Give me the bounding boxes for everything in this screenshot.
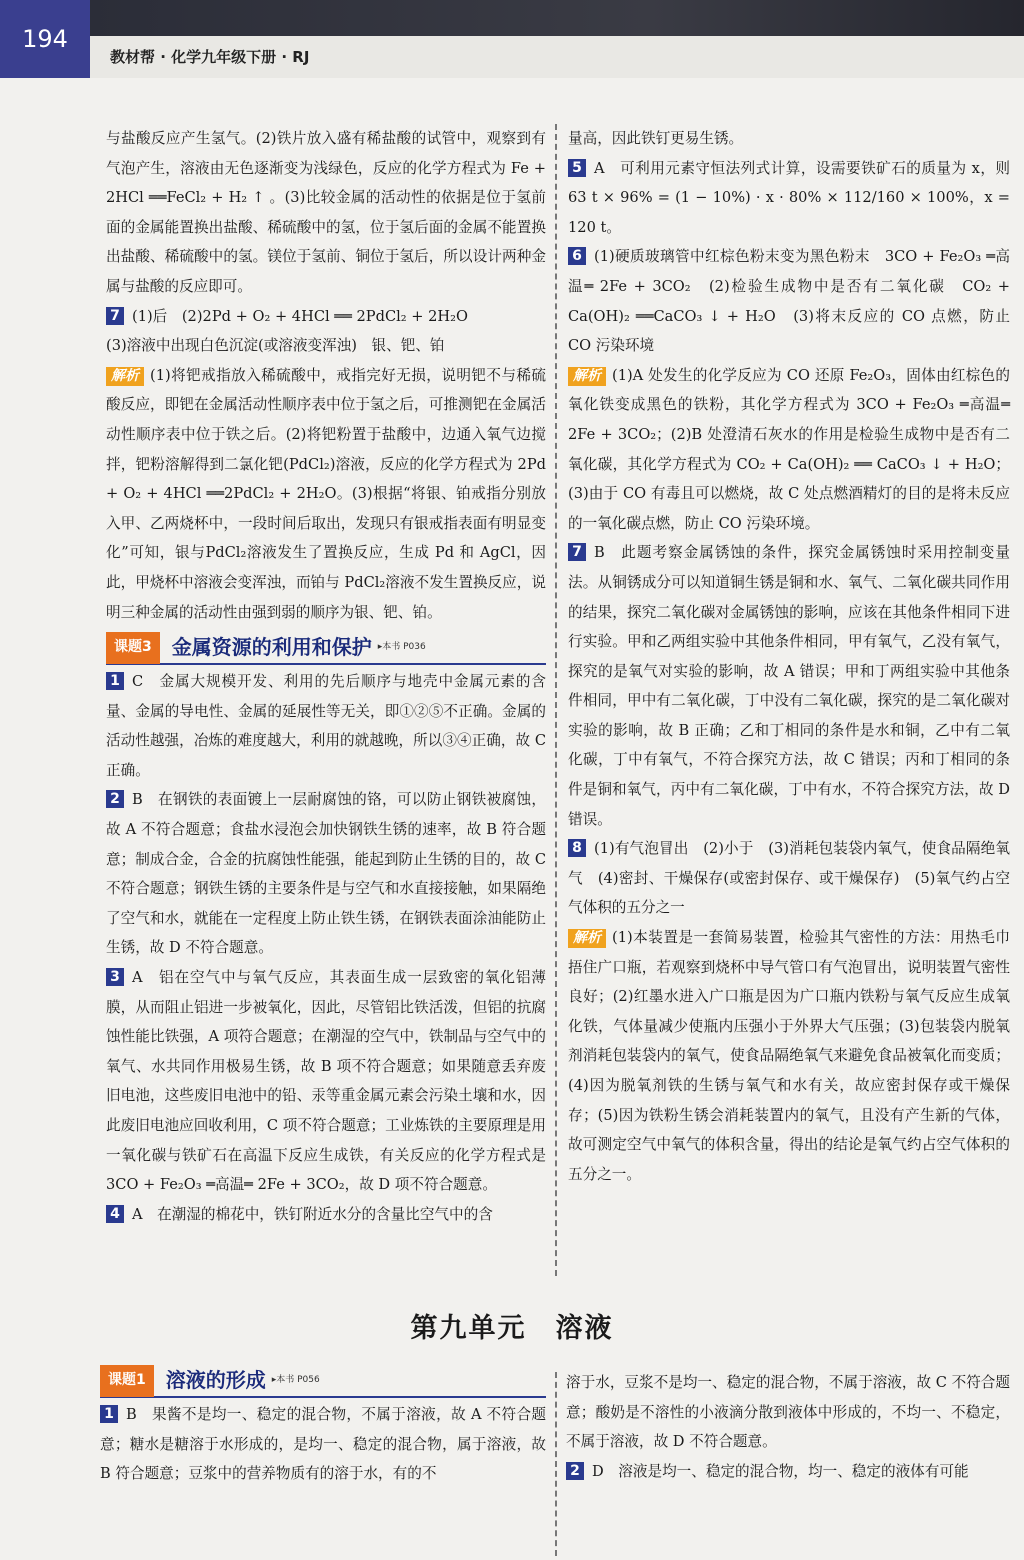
answer-text: A 可利用元素守恒法列式计算，设需要铁矿石的质量为 x，则 63 t × 96% = (1 − 10%) · x · 80% × 112/160 × 100%，x = 120 t。	[568, 159, 1010, 236]
section-ref: ▸本书 P036	[377, 642, 426, 653]
paragraph: 量高，因此铁钉更易生锈。	[568, 130, 744, 147]
answer-1	[106, 667, 546, 785]
answer-8	[568, 834, 1010, 923]
analysis-8	[568, 923, 1010, 1189]
unit-title: 第九单元 溶液	[410, 1313, 614, 1344]
analysis-6	[568, 361, 1010, 539]
question-number: 8	[568, 839, 586, 857]
question-number: 2	[566, 1462, 584, 1480]
analysis-tag: 解析	[568, 367, 606, 386]
question-number: 4	[106, 1205, 124, 1223]
paragraph: 与盐酸反应产生氢气。(2)铁片放入盛有稀盐酸的试管中，观察到有气泡产生，溶液由无色逐渐变为浅绿色，反应的化学方程式为 Fe + 2HCl ══FeCl₂ + H₂ ↑ 。(3)比较金属的活动性的依据是位于氢前面的金属能置换出盐酸、稀硫酸中的氢，位于氢后面的金属不能置换出盐酸、稀硫酸中的氢。镁位于氢前、铜位于氢后，所以设计两种金属与盐酸的反应即可。	[106, 130, 546, 295]
answer-7	[568, 538, 1010, 834]
answer-text: A 铝在空气中与氧气反应，其表面生成一层致密的氧化铝薄膜，从而阻止铝进一步被氧化，因此，尽管铝比铁活泼，但铝的抗腐蚀性能比铁强，A 项符合题意；在潮湿的空气中，铁制品与空气中的氧气、水共同作用极易生锈，故 B 项不符合题意；如果随意丢弃废旧电池，这些废旧电池中的铅、汞等重金属元素会污染土壤和水，因此废旧电池应回收利用，C 项不符合题意；工业炼铁的主要原理是用一氧化碳与铁矿石在高温下反应生成铁，有关反应的化学方程式是 3CO + Fe₂O₃ ═高温═ 2Fe + 3CO₂，故 D 项不符合题意。	[106, 969, 546, 1194]
question-number: 1	[106, 672, 124, 690]
analysis-tag: 解析	[106, 367, 144, 386]
running-title: 教材帮 · 化学九年级下册 · RJ	[110, 48, 310, 66]
answer-text: (1)后 (2)2Pd + O₂ + 4HCl ══ 2PdCl₂ + 2H₂O	[132, 307, 468, 325]
question-number: 7	[106, 307, 124, 325]
section-tag: 课题3	[106, 632, 160, 664]
left-column	[106, 124, 546, 1229]
section-title: 金属资源的利用和保护	[171, 635, 372, 660]
answer-text: (1)有气泡冒出 (2)小于 (3)消耗包装袋内氧气，使食品隔绝氧气 (4)密封、干燥保存(或密封保存、或干燥保存) (5)氧气约占空气体积的五分之一	[568, 840, 1010, 917]
question-number: 3	[106, 968, 124, 986]
analysis-text: (1)A 处发生的化学反应为 CO 还原 Fe₂O₃，固体由红棕色的氧化铁变成黑色的铁粉，其化学方程式为 3CO + Fe₂O₃ ═高温═ 2Fe + 3CO₂；(2)B 处澄清石灰水的作用是检验生成物中是否有二氧化碳，其化学方程式为 CO₂ + Ca(OH)₂ ══ CaCO₃ ↓ + H₂O；(3)由于 CO 有毒且可以燃烧，故 C 处点燃酒精灯的目的是将未反应的一氧化碳点燃，防止 CO 污染环境。	[568, 366, 1010, 532]
answer-2	[566, 1457, 1010, 1487]
section-heading	[106, 633, 546, 665]
question-number: 2	[106, 790, 124, 808]
question-number: 7	[568, 543, 586, 561]
answer-3	[106, 963, 546, 1200]
answer-7-cont: (3)溶液中出现白色沉淀(或溶液变浑浊) 银、钯、铂	[106, 337, 445, 355]
answer-7	[106, 302, 546, 332]
header-band	[90, 0, 1024, 36]
section-title: 溶液的形成	[165, 1368, 266, 1393]
answer-text: B 果酱不是均一、稳定的混合物，不属于溶液，故 A 不符合题意；糖水是糖溶于水形成的，是均一、稳定的混合物，属于溶液，故 B 符合题意；豆浆中的营养物质有的溶于水，有的不	[100, 1406, 546, 1483]
section-tag: 课题1	[100, 1365, 154, 1397]
answer-text: A 在潮湿的棉花中，铁钉附近水分的含量比空气中的含	[132, 1205, 493, 1223]
section-heading	[100, 1366, 546, 1398]
paragraph: 溶于水，豆浆不是均一、稳定的混合物，不属于溶液，故 C 不符合题意；酸奶是不溶性的小液滴分散到液体中形成的，不均一、不稳定，不属于溶液，故 D 不符合题意。	[566, 1374, 1010, 1451]
answer-6	[568, 242, 1010, 360]
answer-text: B 在钢铁的表面镀上一层耐腐蚀的铬，可以防止钢铁被腐蚀，故 A 不符合题意；食盐水浸泡会加快钢铁生锈的速率，故 B 符合题意；制成合金，合金的抗腐蚀性能强，能起到防止生锈的目的，故 C 不符合题意；钢铁生锈的主要条件是与空气和水直接接触，如果隔绝了空气和水，就能在一定程度上防止铁生锈，在钢铁表面涂油能防止生锈，故 D 不符合题意。	[106, 791, 546, 957]
bottom-left-column	[100, 1368, 546, 1489]
answer-text: C 金属大规模开发、利用的先后顺序与地壳中金属元素的含量、金属的导电性、金属的延展性等无关，即①②⑤不正确。金属的活动性越强，冶炼的难度越大，利用的就越晚，所以③④正确，故 C 正确。	[106, 673, 546, 779]
bottom-right-column	[566, 1368, 1010, 1486]
question-number: 1	[100, 1405, 118, 1423]
answer-text: D 溶液是均一、稳定的混合物，均一、稳定的液体有可能	[592, 1462, 969, 1480]
answer-4	[106, 1200, 546, 1230]
question-number: 5	[568, 159, 586, 177]
answer-2	[106, 785, 546, 963]
analysis-text: (1)将钯戒指放入稀硫酸中，戒指完好无损，说明钯不与稀硫酸反应，即钯在金属活动性顺序表中位于氢之后，可推测钯在金属活动性顺序表中位于铁之后。(2)将钯粉置于盐酸中，边通入氧气边搅拌，钯粉溶解得到二氯化钯(PdCl₂)溶液，反应的化学方程式为 2Pd + O₂ + 4HCl ══2PdCl₂ + 2H₂O。(3)根据“将银、铂戒指分别放入甲、乙两烧杯中，一段时间后取出，发现只有银戒指表面有明显变化”可知，银与PdCl₂溶液发生了置换反应，生成 Pd 和 AgCl，因此，甲烧杯中溶液会变浑浊，而铂与 PdCl₂溶液不发生置换反应，说明三种金属的活动性由强到弱的顺序为银、钯、铂。	[106, 366, 546, 621]
answer-text: (1)硬质玻璃管中红棕色粉末变为黑色粉末 3CO + Fe₂O₃ ═高温═ 2Fe + 3CO₂ (2)检验生成物中是否有二氧化碳 CO₂ + Ca(OH)₂ ══CaCO₃ ↓ + H₂O (3)将末反应的 CO 点燃，防止 CO 污染环境	[568, 248, 1010, 355]
page-number: 194	[0, 0, 90, 78]
answer-5	[568, 154, 1010, 243]
right-column	[568, 124, 1010, 1189]
analysis-tag: 解析	[568, 929, 606, 948]
column-divider	[555, 124, 557, 1276]
section-ref: ▸本书 P056	[271, 1375, 320, 1386]
column-divider	[555, 1372, 557, 1556]
analysis-7	[106, 361, 546, 627]
analysis-text: (1)本装置是一套简易装置，检验其气密性的方法：用热毛巾捂住广口瓶，若观察到烧杯中导气管口有气泡冒出，说明装置气密性良好；(2)红墨水进入广口瓶是因为广口瓶内铁粉与氧气反应生成氧化铁，气体量减少使瓶内压强小于外界大气压强；(3)包装袋内脱氧剂消耗包装袋内的氧气，使食品隔绝氧气来避免食品被氧化而变质；(4)因为脱氧剂铁的生锈与氧气和水有关，故应密封保存或干燥保存；(5)因为铁粉生锈会消耗装置内的氧气，且没有产生新的气体，故可测定空气中氧气的体积含量，得出的结论是氧气约占空气体积的五分之一。	[568, 929, 1010, 1183]
question-number: 6	[568, 247, 586, 265]
answer-1	[100, 1400, 546, 1489]
answer-text: B 此题考察金属锈蚀的条件，探究金属锈蚀时采用控制变量法。从铜锈成分可以知道铜生锈是铜和水、氧气、二氧化碳共同作用的结果，探究二氧化碳对金属锈蚀的影响，应该在其他条件相同下进行实验。甲和乙两组实验中其他条件相同，甲有氧气，乙没有氧气，探究的是氧气对实验的影响，故 A 错误；甲和丁两组实验中其他条件相同，甲中有二氧化碳，丁中没有二氧化碳，探究的是二氧化碳对实验的影响，故 B 正确；乙和丁相同的条件是水和铜，乙中有二氧化碳，丁中有氧气，不符合探究方法，故 C 错误；丙和丁相同的条件是铜和氧气，丙中有二氧化碳，丁中有水，不符合探究方法，故 D 错误。	[568, 544, 1010, 828]
